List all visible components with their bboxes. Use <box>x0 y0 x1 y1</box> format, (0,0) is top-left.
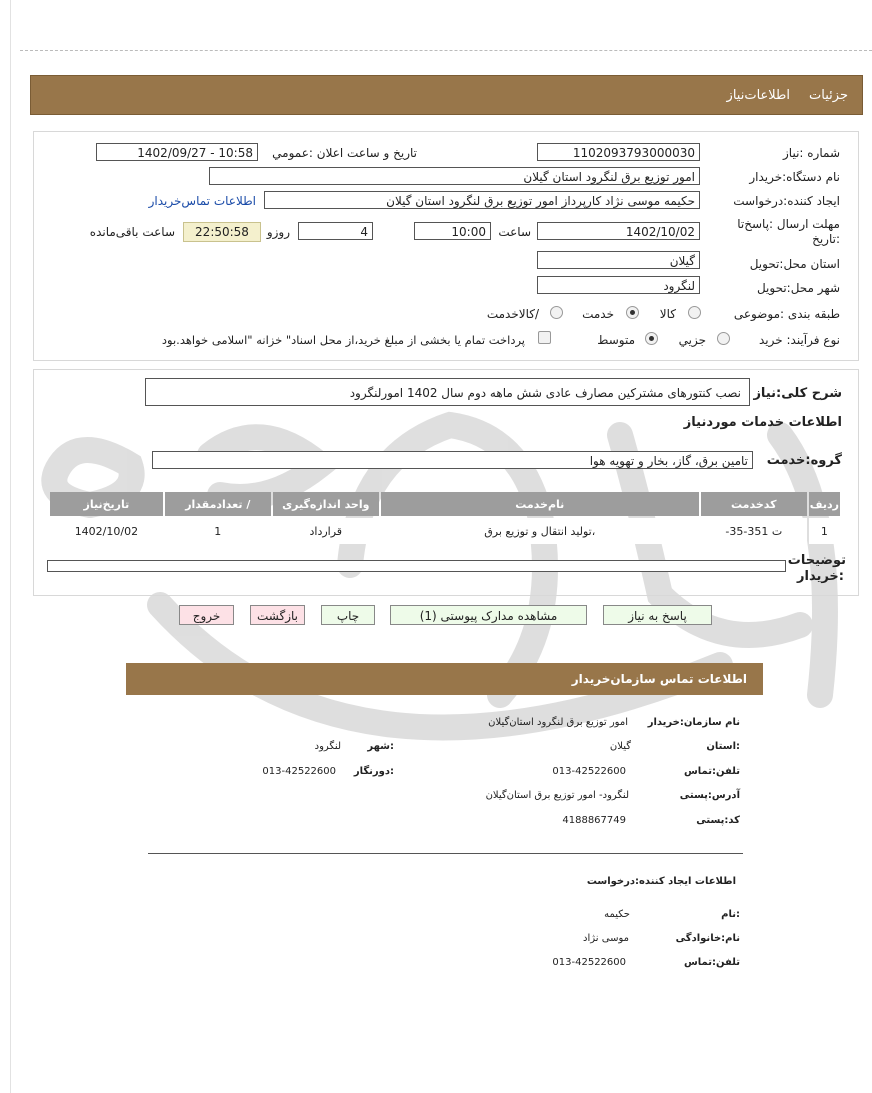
creator-phone-label: تلفن:تماس <box>683 957 740 968</box>
creator-first-name-value: حکیمه <box>604 909 630 920</box>
print-button[interactable]: چاپ <box>321 605 375 625</box>
process-partial-radio[interactable] <box>717 332 730 345</box>
deadline-label: مهلت ارسال :پاسخ‌تا <box>737 217 840 231</box>
contact-city-value: لنگرود <box>314 741 341 752</box>
cell-service-name: ،تولید انتقال و توزیع برق <box>381 518 699 544</box>
exit-button[interactable]: خروج <box>179 605 234 625</box>
category-both-radio[interactable] <box>550 306 563 319</box>
process-partial-label: جزیي <box>678 333 706 347</box>
tab-details[interactable]: جزئیات <box>809 88 848 103</box>
remaining-time-label: ساعت باقی‌مانده <box>89 225 175 239</box>
service-group-label: گروه:خدمت <box>766 453 842 468</box>
creator-last-name-value: موسی نژاد <box>583 933 629 944</box>
reply-button[interactable]: پاسخ به نیاز <box>603 605 712 625</box>
contact-address-value: لنگرود- امور توزیع برق استان‌گیلان <box>485 790 629 801</box>
tab-need-info[interactable]: اطلاعات‌نیاز <box>726 88 790 103</box>
deadline-hour-label: ساعت <box>498 225 531 239</box>
contact-fax-value: 013-42522600 <box>262 766 336 777</box>
announce-date-field: 1402/09/27 - 10:58 <box>96 143 258 161</box>
contact-postal-value: 4188867749 <box>562 815 626 826</box>
cell-quantity: 1 <box>165 518 271 544</box>
col-row: ردیف <box>809 492 840 516</box>
creator-phone-value: 013-42522600 <box>552 957 626 968</box>
process-medium-label: متوسط <box>597 333 635 347</box>
deadline-time-field: 10:00 <box>414 222 491 240</box>
need-number-field: 1102093793000030 <box>537 143 700 161</box>
services-table-header <box>50 492 840 516</box>
page-left-border <box>10 0 11 1093</box>
buyer-notes-field <box>47 560 786 572</box>
process-type-label: نوع فرآیند: خرید <box>759 333 840 347</box>
creator-last-name-label: نام:خانوادگی <box>675 933 740 944</box>
category-service-label: خدمت <box>582 307 614 321</box>
deadline-date-field: 1402/10/02 <box>537 222 700 240</box>
creator-info-header: اطلاعات ایجاد کننده:درخواست <box>586 876 736 887</box>
contact-phone-value: 013-42522600 <box>552 766 626 777</box>
treasury-payment-checkbox[interactable] <box>538 331 551 344</box>
org-name-label: نام سازمان:خریدار <box>647 717 740 728</box>
buyer-org-field: امور توزیع برق لنگرود استان گیلان <box>209 167 700 185</box>
details-header-bar <box>30 75 863 115</box>
cell-unit: قرارداد <box>273 518 379 544</box>
buyer-notes-label: توضیحات <box>787 553 846 568</box>
contact-separator <box>148 853 743 854</box>
days-remaining-field: 4 <box>298 222 373 240</box>
contact-province-label: :استان <box>706 741 740 752</box>
contact-header-title: اطلاعات تماس سازمان‌خریدار <box>571 672 747 686</box>
remaining-time-counter: 22:50:58 <box>183 222 261 242</box>
category-label: طبقه بندی :موضوعی <box>733 307 840 321</box>
required-services-heading: اطلاعات خدمات موردنیاز <box>683 415 842 430</box>
buyer-contact-link[interactable]: اطلاعات تماس‌خریدار <box>148 194 256 208</box>
category-service-radio[interactable] <box>626 306 639 319</box>
need-number-label: شماره :نیاز <box>783 146 840 160</box>
buyer-org-label: نام دستگاه:خریدار <box>749 170 840 184</box>
contact-address-label: آدرس:پستی <box>679 790 740 801</box>
col-need-date: تاریخ‌نیاز <box>50 492 163 516</box>
city-label: شهر محل:تحویل <box>756 281 840 295</box>
table-row <box>50 518 840 544</box>
city-field: لنگرود <box>537 276 700 294</box>
contact-city-label: :شهر <box>367 741 394 752</box>
creator-first-name-label: :نام <box>721 909 740 920</box>
buyer-notes-label-2: :خریدار <box>797 569 844 584</box>
top-divider <box>20 50 872 51</box>
creator-label: ایجاد کننده:درخواست <box>733 194 840 208</box>
col-service-code: کدخدمت <box>701 492 807 516</box>
announce-date-label: تاریخ و ساعت اعلان :عمومي <box>272 146 417 160</box>
contact-fax-label: :دورنگار <box>353 766 394 777</box>
org-name-value: امور توزیع برق لنگرود استان‌گیلان <box>488 717 628 728</box>
general-description-label: شرح کلی:نیاز <box>753 386 842 401</box>
category-both-label: /کالاخدمت <box>486 307 539 321</box>
contact-postal-label: کد:پستی <box>696 815 740 826</box>
process-medium-radio[interactable] <box>645 332 658 345</box>
category-goods-radio[interactable] <box>688 306 701 319</box>
province-label: استان محل:تحویل <box>749 257 840 271</box>
deadline-label-date: :تاریخ <box>812 232 840 246</box>
contact-province-value: گیلان <box>609 741 631 752</box>
cell-need-date: 1402/10/02 <box>50 518 163 544</box>
service-group-field: تامین برق، گاز، بخار و تهویه هوا <box>152 451 753 469</box>
back-button[interactable]: بازگشت <box>250 605 305 625</box>
general-description-field: نصب کنتورهای مشترکین مصارف عادی شش ماهه دوم سال 1402 امورلنگرود <box>145 378 750 406</box>
cell-service-code: ت 351-35- <box>701 518 807 544</box>
need-info-panel <box>33 131 859 361</box>
category-goods-label: کالا <box>659 307 676 321</box>
cell-row: 1 <box>809 518 840 544</box>
contact-phone-label: تلفن:تماس <box>683 766 740 777</box>
services-table <box>48 490 842 546</box>
province-field: گیلان <box>537 251 700 269</box>
col-service-name: نام‌خدمت <box>381 492 699 516</box>
creator-field: حکیمه موسی نژاد کارپرداز امور توزیع برق لنگرود استان گیلان <box>264 191 700 209</box>
days-label: روزو <box>266 225 290 239</box>
treasury-payment-label: پرداخت تمام یا بخشی از مبلغ خرید،از محل اسناد" خزانه "اسلامی خواهد.بود <box>161 333 525 347</box>
view-attachments-button[interactable]: مشاهده مدارک پیوستی (1) <box>390 605 587 625</box>
contact-header-bar <box>126 663 763 695</box>
col-quantity: / تعدادمقدار <box>165 492 271 516</box>
col-unit: واحد اندازه‌گیری <box>273 492 379 516</box>
